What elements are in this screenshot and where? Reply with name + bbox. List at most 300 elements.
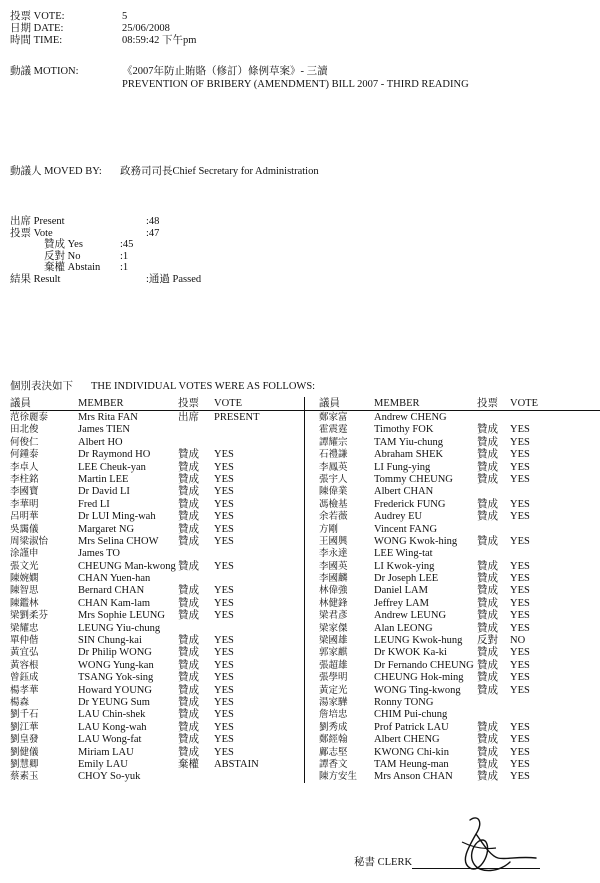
vote-zh: 贊成: [178, 585, 199, 597]
vote-zh: 贊成: [178, 461, 199, 473]
vote-en: YES: [214, 585, 234, 597]
votes-table-left-body: [10, 411, 310, 783]
vote-zh: 贊成: [178, 746, 199, 758]
table-row: [307, 473, 600, 485]
table-row: [307, 572, 600, 584]
header-vote-en: VOTE: [510, 398, 538, 409]
vote-en: YES: [214, 684, 234, 696]
table-row: [10, 696, 310, 708]
table-row: [307, 733, 600, 745]
vote-en: YES: [214, 560, 234, 572]
member-name-zh: 李國英: [319, 560, 348, 572]
vote-en: YES: [510, 684, 530, 696]
member-name-zh: 涂謹申: [10, 548, 39, 560]
member-name-zh: 譚耀宗: [319, 436, 348, 448]
member-name-zh: 張文光: [10, 560, 39, 572]
motion-title-en: PREVENTION OF BRIBERY (AMENDMENT) BILL 2007 - THIRD READING: [122, 79, 469, 90]
member-name-zh: 黃宜弘: [10, 647, 39, 659]
member-name-zh: 余若薇: [319, 511, 348, 523]
vote-zh: 贊成: [178, 635, 199, 647]
abstain-value: :1: [120, 262, 129, 273]
no-value: :1: [120, 250, 129, 262]
table-row: [10, 659, 310, 671]
vote-en: YES: [214, 535, 234, 547]
header-member-en: MEMBER: [78, 398, 124, 409]
vote-en: YES: [510, 511, 530, 523]
member-name-en: WONG Yung-kan: [78, 659, 154, 671]
member-name-en: Dr YEUNG Sum: [78, 696, 150, 708]
table-row: [10, 436, 310, 448]
member-name-zh: 楊森: [10, 696, 30, 708]
vote-zh: 贊成: [477, 622, 498, 634]
vote-zh: 贊成: [178, 696, 199, 708]
vote-en: YES: [214, 498, 234, 510]
member-name-zh: 劉皇發: [10, 734, 39, 746]
table-header: [307, 397, 600, 411]
member-name-en: WONG Kwok-hing: [374, 535, 458, 547]
member-name-zh: 張超雄: [319, 659, 348, 671]
vote-en: YES: [214, 610, 234, 622]
member-name-en: LEE Cheuk-yan: [78, 461, 146, 473]
table-row: [307, 770, 600, 782]
table-row: [10, 770, 310, 782]
member-name-zh: 梁君彥: [319, 610, 348, 622]
member-name-en: Prof Patrick LAU: [374, 721, 449, 733]
vote-zh: 棄權: [178, 758, 199, 770]
vote-en: YES: [214, 461, 234, 473]
table-row: [10, 622, 310, 634]
member-name-en: Fred LI: [78, 498, 110, 510]
vote-en: YES: [510, 610, 530, 622]
member-name-en: LEUNG Yiu-chung: [78, 622, 161, 634]
table-row: [307, 609, 600, 621]
vote-zh: 贊成: [477, 659, 498, 671]
table-row: [10, 523, 310, 535]
member-name-zh: 劉慧卿: [10, 758, 39, 770]
vote-en: YES: [214, 734, 234, 746]
member-name-zh: 何俊仁: [10, 436, 39, 448]
member-name-en: Mrs Sophie LEUNG: [78, 610, 165, 622]
table-row: [307, 671, 600, 683]
time-value: 08:59:42 下午pm: [122, 35, 197, 46]
moved-by-value: 政務司司長Chief Secretary for Administration: [120, 166, 319, 177]
moved-by-label: 動議人 MOVED BY:: [10, 166, 102, 177]
result-label: 結果 Result: [10, 273, 61, 285]
table-row: [10, 423, 310, 435]
table-row: [10, 498, 310, 510]
table-row: [307, 634, 600, 646]
member-name-en: Dr Philip WONG: [78, 647, 152, 659]
member-name-zh: 林偉強: [319, 585, 348, 597]
vote-zh: 贊成: [178, 449, 199, 461]
vote-zh: 贊成: [178, 684, 199, 696]
member-name-zh: 田北俊: [10, 424, 39, 436]
vote-zh: 贊成: [178, 511, 199, 523]
vote-zh: 贊成: [178, 734, 199, 746]
vote-zh: 贊成: [477, 560, 498, 572]
member-name-zh: 詹培忠: [319, 709, 348, 721]
member-name-en: Jeffrey LAM: [374, 597, 429, 609]
member-name-zh: 郭家麒: [319, 647, 348, 659]
table-row: [307, 696, 600, 708]
table-row: [307, 485, 600, 497]
table-header: [10, 397, 310, 411]
vote-en: YES: [510, 585, 530, 597]
table-row: [307, 461, 600, 473]
member-name-zh: 何鍾泰: [10, 449, 39, 461]
vote-en: YES: [214, 486, 234, 498]
vote-zh: 贊成: [477, 535, 498, 547]
vote-zh: 贊成: [178, 721, 199, 733]
table-row: [307, 597, 600, 609]
vote-zh: 贊成: [477, 672, 498, 684]
vote-zh: 贊成: [477, 746, 498, 758]
vote-zh: 贊成: [178, 498, 199, 510]
vote-zh: 贊成: [178, 486, 199, 498]
table-row: [307, 523, 600, 535]
clerk-signature: [440, 812, 550, 882]
votes-table-left: [10, 397, 310, 783]
vote-zh: 贊成: [477, 585, 498, 597]
member-name-en: Mrs Anson CHAN: [374, 771, 453, 783]
table-row: [10, 510, 310, 522]
vote-en: YES: [510, 535, 530, 547]
member-name-en: CHOY So-yuk: [78, 771, 141, 783]
member-name-zh: 石禮謙: [319, 449, 348, 461]
table-row: [10, 746, 310, 758]
member-name-en: Tommy CHEUNG: [374, 473, 453, 485]
member-name-zh: 陳鑑林: [10, 597, 39, 609]
vote-en: YES: [510, 746, 530, 758]
vote-en: YES: [510, 734, 530, 746]
vote-zh: 贊成: [178, 597, 199, 609]
member-name-zh: 單仲偕: [10, 635, 39, 647]
vote-en: YES: [214, 449, 234, 461]
table-row: [307, 535, 600, 547]
vote-count-value: :47: [146, 227, 160, 239]
member-name-en: CHEUNG Hok-ming: [374, 672, 464, 684]
header-member-zh: 議員: [319, 398, 340, 409]
member-name-en: CHIM Pui-chung: [374, 709, 448, 721]
yes-label: 贊成 Yes: [44, 239, 83, 250]
vote-en: YES: [510, 647, 530, 659]
member-name-en: Dr KWOK Ka-ki: [374, 647, 447, 659]
date-value: 25/06/2008: [122, 23, 170, 34]
member-name-zh: 馮檢基: [319, 498, 348, 510]
vote-en: YES: [510, 436, 530, 448]
vote-en: YES: [214, 746, 234, 758]
member-name-en: LAU Kong-wah: [78, 721, 147, 733]
table-row: [307, 560, 600, 572]
member-name-zh: 劉秀成: [319, 721, 348, 733]
table-row: [10, 560, 310, 572]
vote-zh: 贊成: [477, 461, 498, 473]
member-name-zh: 吳靄儀: [10, 523, 39, 535]
member-name-en: LEE Wing-tat: [374, 548, 433, 560]
table-row: [10, 597, 310, 609]
vote-zh: 贊成: [477, 573, 498, 585]
vote-zh: 贊成: [477, 647, 498, 659]
member-name-en: LI Kwok-ying: [374, 560, 435, 572]
vote-en: YES: [214, 473, 234, 485]
vote-en: YES: [510, 672, 530, 684]
member-name-en: TSANG Yok-sing: [78, 672, 154, 684]
table-row: [10, 646, 310, 658]
individual-votes-heading-zh: 個別表決如下: [10, 381, 73, 392]
member-name-en: Albert CHAN: [374, 486, 434, 498]
table-row: [10, 535, 310, 547]
member-name-zh: 李國寶: [10, 486, 39, 498]
vote-zh: 贊成: [477, 610, 498, 622]
vote-number-label: 投票 VOTE:: [10, 11, 65, 22]
vote-zh: 贊成: [477, 758, 498, 770]
member-name-zh: 黃定光: [319, 684, 348, 696]
vote-en: YES: [214, 659, 234, 671]
member-name-zh: 蔡素玉: [10, 771, 39, 783]
member-name-zh: 陳方安生: [319, 771, 358, 783]
member-name-en: Frederick FUNG: [374, 498, 446, 510]
header-member-zh: 議員: [10, 398, 31, 409]
member-name-en: Dr David LI: [78, 486, 130, 498]
member-name-zh: 張宇人: [319, 473, 348, 485]
votes-table-right: [304, 397, 600, 783]
member-name-en: Alan LEONG: [374, 622, 433, 634]
vote-count-label: 投票 Vote: [10, 227, 53, 239]
member-name-en: Timothy FOK: [374, 424, 434, 436]
table-row: [307, 622, 600, 634]
member-name-zh: 范徐麗泰: [10, 412, 49, 423]
votes-table-right-body: [307, 411, 600, 783]
member-name-zh: 梁國雄: [319, 635, 348, 647]
member-name-en: Audrey EU: [374, 511, 423, 523]
table-row: [10, 485, 310, 497]
member-name-en: Albert HO: [78, 436, 123, 448]
table-row: [10, 584, 310, 596]
table-row: [307, 758, 600, 770]
vote-en: ABSTAIN: [214, 758, 259, 770]
present-value: :48: [146, 216, 160, 227]
member-name-zh: 梁耀忠: [10, 622, 39, 634]
member-name-zh: 李永達: [319, 548, 348, 560]
member-name-zh: 陳智思: [10, 585, 39, 597]
member-name-en: CHAN Kam-lam: [78, 597, 151, 609]
vote-en: YES: [214, 647, 234, 659]
header-vote-zh: 投票: [178, 398, 199, 409]
vote-en: YES: [510, 597, 530, 609]
vote-zh: 贊成: [477, 424, 498, 436]
member-name-zh: 楊孝華: [10, 684, 39, 696]
member-name-zh: 李鳳英: [319, 461, 348, 473]
vote-zh: 贊成: [178, 535, 199, 547]
table-row: [10, 671, 310, 683]
moved-by-row: [10, 165, 319, 178]
member-name-zh: 鄭經翰: [319, 734, 348, 746]
member-name-zh: 劉千石: [10, 709, 39, 721]
member-name-en: Dr Raymond HO: [78, 449, 151, 461]
vote-zh: 贊成: [477, 436, 498, 448]
vote-en: YES: [510, 498, 530, 510]
member-name-en: Dr Fernando CHEUNG: [374, 659, 474, 671]
table-row: [10, 609, 310, 621]
table-row: [307, 708, 600, 720]
member-name-zh: 王國興: [319, 535, 348, 547]
table-row: [10, 634, 310, 646]
abstain-label: 棄權 Abstain: [44, 262, 101, 273]
table-row: [307, 498, 600, 510]
member-name-en: James TO: [78, 548, 120, 560]
member-name-zh: 陳偉業: [319, 486, 348, 498]
member-name-zh: 譚香文: [319, 758, 348, 770]
member-name-zh: 周梁淑怡: [10, 535, 49, 547]
vote-zh: 贊成: [178, 523, 199, 535]
member-name-zh: 林健鋒: [319, 597, 348, 609]
member-name-en: Albert CHENG: [374, 734, 440, 746]
header-vote-zh: 投票: [477, 398, 498, 409]
vote-zh: 贊成: [178, 610, 199, 622]
member-name-zh: 梁家傑: [319, 622, 348, 634]
motion-title: [122, 65, 469, 91]
member-name-en: James TIEN: [78, 424, 131, 436]
table-row: [307, 584, 600, 596]
member-name-zh: 霍震霆: [319, 424, 348, 436]
member-name-zh: 李卓人: [10, 461, 39, 473]
member-name-en: Ronny TONG: [374, 696, 434, 708]
table-row: [307, 684, 600, 696]
yes-value: :45: [120, 239, 134, 250]
member-name-en: CHAN Yuen-han: [78, 573, 151, 585]
vote-en: YES: [214, 696, 234, 708]
table-row: [10, 708, 310, 720]
vote-zh: 贊成: [477, 449, 498, 461]
member-name-zh: 鄭家富: [319, 412, 348, 423]
vote-en: YES: [510, 721, 530, 733]
member-name-en: Andrew LEUNG: [374, 610, 447, 622]
member-name-zh: 張學明: [319, 672, 348, 684]
table-row: [10, 411, 310, 423]
vote-zh: 贊成: [178, 672, 199, 684]
table-row: [10, 461, 310, 473]
header-vote-en: VOTE: [214, 398, 242, 409]
member-name-en: Miriam LAU: [78, 746, 134, 758]
vote-zh: 贊成: [178, 709, 199, 721]
vote-zh: 贊成: [178, 560, 199, 572]
table-row: [307, 448, 600, 460]
individual-votes-heading: [10, 380, 315, 393]
member-name-en: Andrew CHENG: [374, 412, 447, 423]
member-name-en: Mrs Selina CHOW: [78, 535, 159, 547]
member-name-zh: 李華明: [10, 498, 39, 510]
vote-en: YES: [510, 424, 530, 436]
table-row: [307, 411, 600, 423]
clerk-signature-line: [412, 868, 540, 869]
member-name-zh: 李柱銘: [10, 473, 39, 485]
member-name-en: Howard YOUNG: [78, 684, 152, 696]
vote-zh: 贊成: [477, 734, 498, 746]
vote-en: NO: [510, 635, 526, 647]
vote-zh: 贊成: [178, 473, 199, 485]
member-name-zh: 方剛: [319, 523, 339, 535]
vote-number-value: 5: [122, 11, 128, 22]
table-row: [10, 448, 310, 460]
table-row: [10, 572, 310, 584]
no-label: 反對 No: [44, 250, 81, 262]
member-name-en: Martin LEE: [78, 473, 129, 485]
vote-en: YES: [510, 573, 530, 585]
table-row: [10, 721, 310, 733]
vote-en: YES: [214, 721, 234, 733]
table-row: [307, 721, 600, 733]
member-name-en: Daniel LAM: [374, 585, 428, 597]
time-label: 時間 TIME:: [10, 35, 63, 46]
member-name-zh: 曾鈺成: [10, 672, 39, 684]
member-name-en: LAU Chin-shek: [78, 709, 146, 721]
vote-en: YES: [510, 449, 530, 461]
vote-en: YES: [510, 560, 530, 572]
member-name-en: TAM Yiu-chung: [374, 436, 444, 448]
table-row: [10, 547, 310, 559]
table-row: [10, 758, 310, 770]
vote-zh: 贊成: [178, 647, 199, 659]
vote-zh: 贊成: [477, 684, 498, 696]
vote-zh: 出席: [178, 412, 199, 423]
member-name-zh: 鄺志堅: [319, 746, 348, 758]
table-row: [10, 684, 310, 696]
vote-en: YES: [214, 523, 234, 535]
result-value: :通過 Passed: [146, 273, 202, 285]
vote-en: YES: [214, 511, 234, 523]
member-name-zh: 梁劉柔芬: [10, 610, 49, 622]
clerk-label: 秘書 CLERK: [354, 857, 413, 868]
table-row: [307, 436, 600, 448]
member-name-en: TAM Heung-man: [374, 758, 449, 770]
vote-en: PRESENT: [214, 412, 260, 423]
member-name-en: WONG Ting-kwong: [374, 684, 461, 696]
table-row: [307, 659, 600, 671]
date-label: 日期 DATE:: [10, 23, 64, 34]
table-row: [307, 423, 600, 435]
vote-en: YES: [510, 473, 530, 485]
table-row: [307, 746, 600, 758]
vote-zh: 贊成: [477, 511, 498, 523]
vote-en: YES: [214, 672, 234, 684]
vote-en: YES: [510, 771, 530, 783]
vote-zh: 贊成: [477, 721, 498, 733]
member-name-zh: 呂明華: [10, 511, 39, 523]
member-name-en: LEUNG Kwok-hung: [374, 635, 463, 647]
table-row: [10, 733, 310, 745]
member-name-zh: 黃容根: [10, 659, 39, 671]
vote-en: YES: [510, 461, 530, 473]
vote-zh: 反對: [477, 635, 498, 647]
time-row: [10, 34, 196, 47]
member-name-zh: 劉健儀: [10, 746, 39, 758]
vote-zh: 贊成: [477, 597, 498, 609]
vote-zh: 贊成: [178, 659, 199, 671]
vote-en: YES: [214, 597, 234, 609]
vote-en: YES: [510, 758, 530, 770]
member-name-zh: 劉江華: [10, 721, 39, 733]
table-row: [307, 646, 600, 658]
member-name-en: Bernard CHAN: [78, 585, 145, 597]
member-name-en: SIN Chung-kai: [78, 635, 142, 647]
member-name-en: Dr Joseph LEE: [374, 573, 439, 585]
table-row: [10, 473, 310, 485]
member-name-en: KWONG Chi-kin: [374, 746, 449, 758]
member-name-en: Emily LAU: [78, 758, 128, 770]
vote-en: YES: [510, 622, 530, 634]
vote-zh: 贊成: [477, 473, 498, 485]
member-name-zh: 湯家驊: [319, 696, 348, 708]
